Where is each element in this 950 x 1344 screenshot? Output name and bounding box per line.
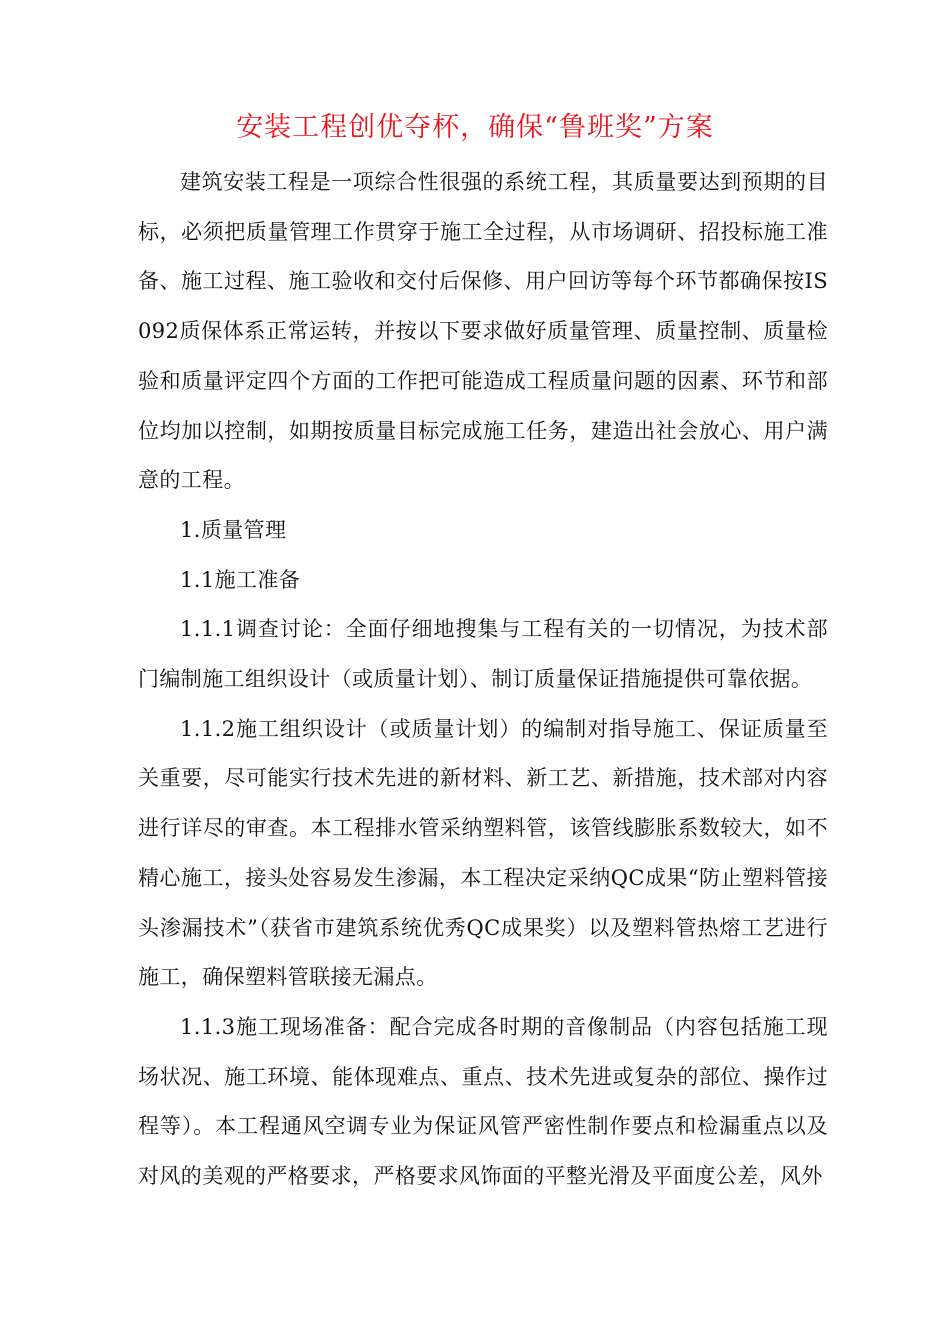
document-body	[138, 158, 828, 1202]
heading-1-quality-management: 1.质量管理	[180, 517, 287, 542]
paragraph-intro: 建筑安装工程是一项综合性很强的系统工程，其质量要达到预期的目标，必须把质量管理工作贯穿于施工全过程，从市场调研、招投标施工准备、施工过程、施工验收和交付后保修、用户回访等每个环节都确保按IS092质保体系正常运转，并按以下要求做好质量管理、质量控制、质量检验和质量评定四个方面的工作把可能造成工程质量问题的因素、环节和部位均加以控制，如期按质量目标完成施工任务，建造出社会放心、用户满意的工程。	[138, 170, 828, 493]
paragraph-1-1-1: 1.1.1调查讨论：全面仔细地搜集与工程有关的一切情况，为技术部门编制施工组织设计（或质量计划）、制订质量保证措施提供可靠依据。	[138, 617, 828, 692]
paragraph-1-1-3: 1.1.3施工现场准备：配合完成各时期的音像制品（内容包括施工现场状况、施工环境、能体现难点、重点、技术先进或复杂的部位、操作过程等）。本工程通风空调专业为保证风管严密性制作要点和检漏重点以及对风的美观的严格要求，严格要求风饰面的平整光滑及平面度公差，风外	[138, 1014, 828, 1189]
heading-1-1-construction-preparation: 1.1施工准备	[180, 567, 301, 592]
document-title: 安装工程创优夺杯，确保“鲁班奖”方案	[236, 112, 714, 143]
paragraph-1-1-2: 1.1.2施工组织设计（或质量计划）的编制对指导施工、保证质量至关重要，尽可能实行技术先进的新材料、新工艺、新措施，技术部对内容进行详尽的审查。本工程排水管采纳塑料管，该管线膨胀系数较大，如不精心施工，接头处容易发生渗漏，本工程决定采纳QC成果“防止塑料管接头渗漏技术”（获省市建筑系统优秀QC成果奖）以及塑料管热熔工艺进行施工，确保塑料管联接无漏点。	[138, 716, 828, 990]
